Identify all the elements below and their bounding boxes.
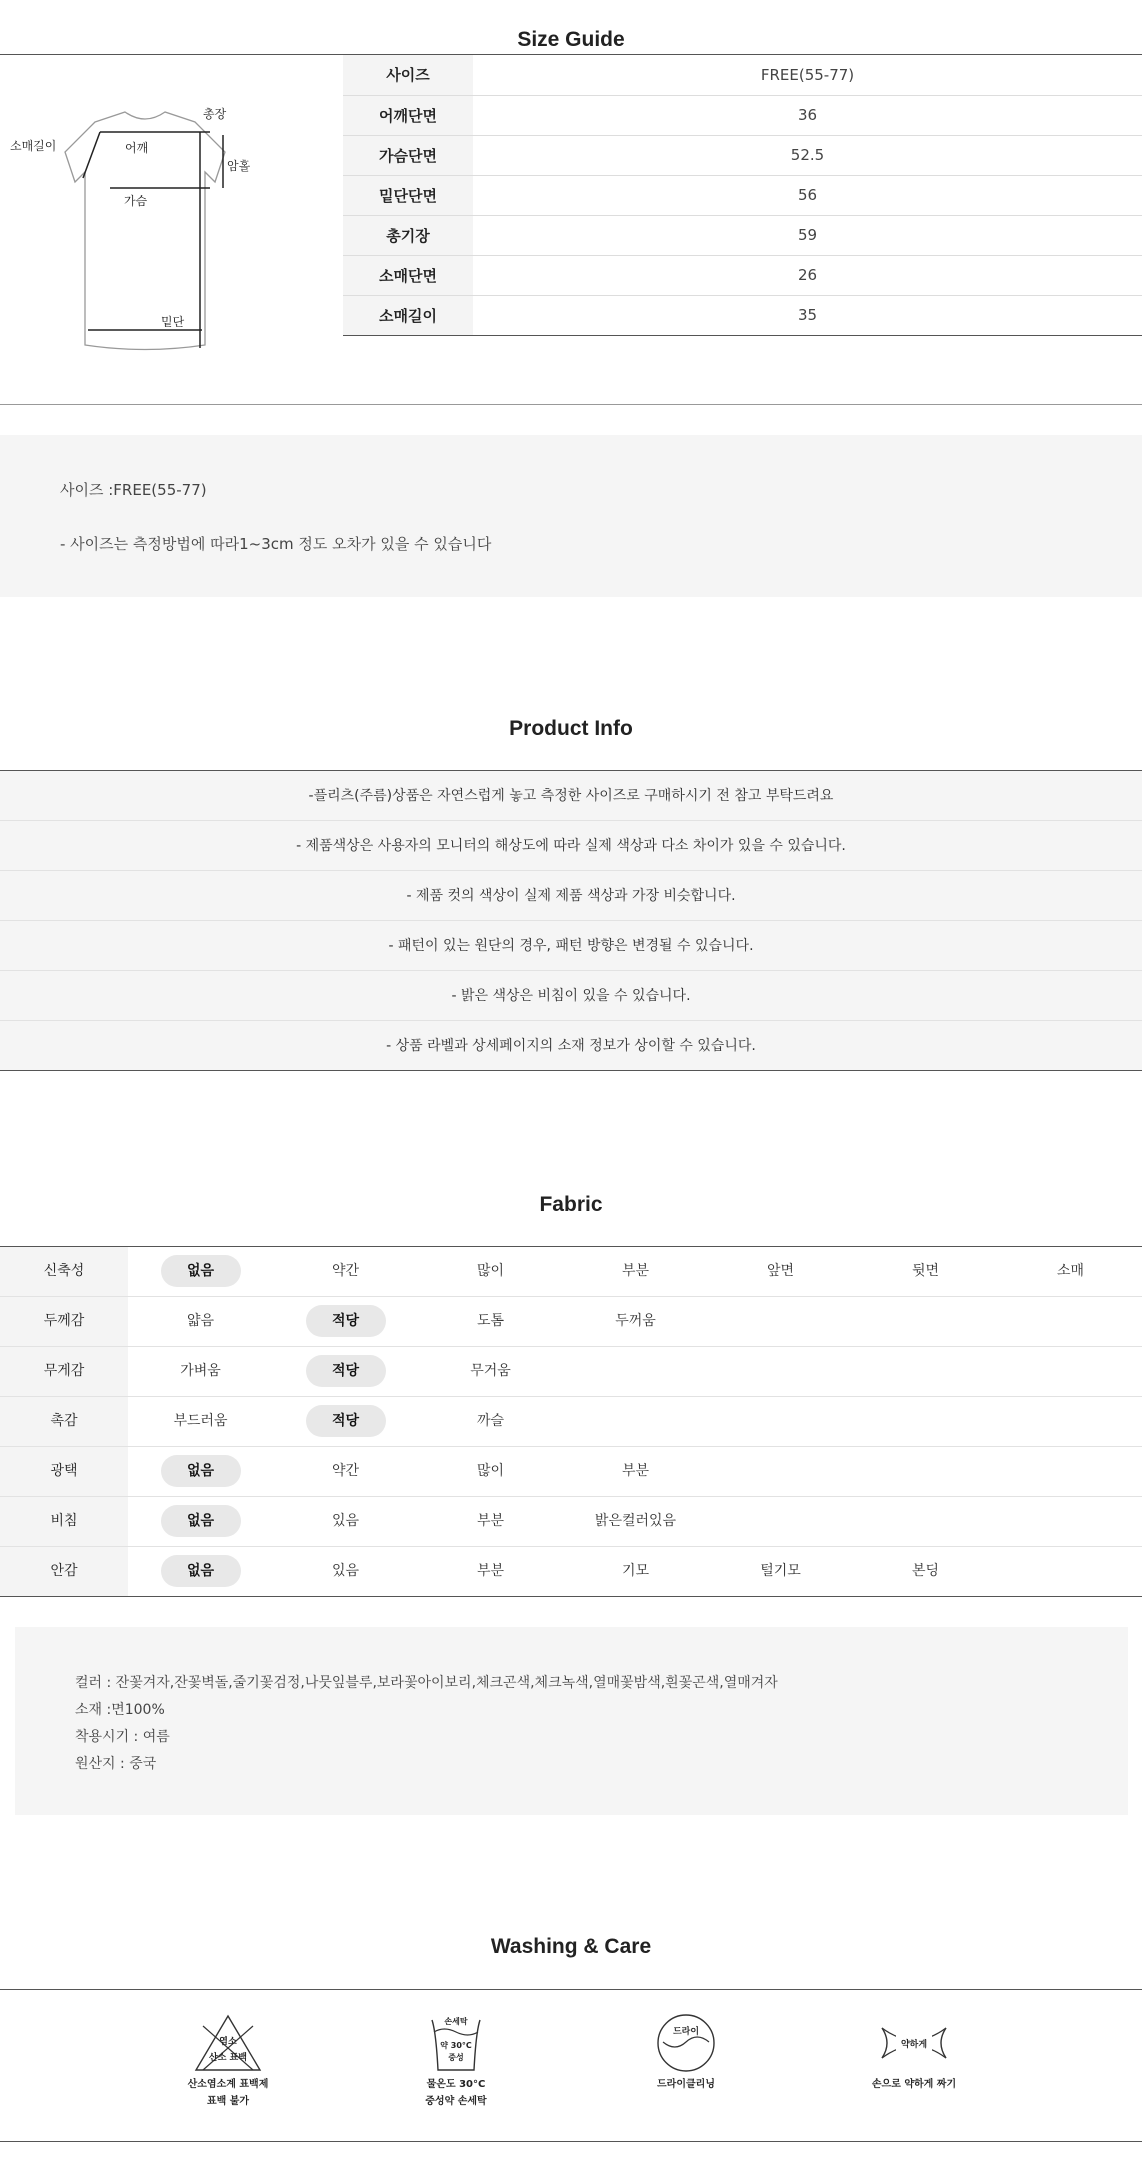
- size-value: FREE(55-77): [473, 55, 1142, 95]
- fabric-option: [128, 1397, 273, 1446]
- fabric-option-label: 적당: [306, 1305, 386, 1337]
- table-row: [343, 255, 1142, 295]
- wash-label-line1: 손으로 약하게 짜기: [871, 2079, 957, 2090]
- list-item: - 제품 컷의 색상이 실제 제품 색상과 가장 비슷합니다.: [0, 871, 1142, 921]
- fabric-option-label: 약간: [331, 1263, 360, 1279]
- svg-text:손세탁: 손세탁: [444, 2017, 468, 2026]
- fabric-row-label: 비침: [0, 1497, 128, 1546]
- tshirt-diagram-icon: [10, 100, 280, 360]
- svg-text:염소: 염소: [219, 2037, 237, 2047]
- fabric-option: [418, 1397, 563, 1446]
- size-error-note: - 사이즈는 측정방법에 따라1~3cm 정도 오차가 있을 수 있습니다: [60, 535, 492, 553]
- fabric-option-label: 부드러움: [173, 1413, 228, 1429]
- label-armhole: 암홀: [227, 159, 251, 173]
- size-label: 밑단단면: [343, 175, 473, 215]
- fabric-option-selected: [128, 1497, 273, 1546]
- table-row: [343, 295, 1142, 335]
- wash-label-line2: 중성약 손세탁: [425, 2096, 487, 2107]
- wash-label-line1: 물온도 30°C: [426, 2079, 486, 2090]
- table-row: [343, 95, 1142, 135]
- size-label: 소매길이: [343, 295, 473, 335]
- size-label: 가슴단면: [343, 135, 473, 175]
- fabric-option: [418, 1497, 563, 1546]
- wash-item-wring: [834, 2012, 994, 2091]
- product-info-title: Product Info: [509, 717, 633, 740]
- fabric-option-label: 얇음: [186, 1313, 215, 1329]
- fabric-row-label: 안감: [0, 1547, 128, 1596]
- size-value: 36: [473, 95, 1142, 135]
- fabric-option-selected: [128, 1247, 273, 1296]
- fabric-row-label: 신축성: [0, 1247, 128, 1296]
- fabric-option-selected: [273, 1297, 418, 1346]
- size-value: 35: [473, 295, 1142, 335]
- size-value: 59: [473, 215, 1142, 255]
- table-row: [0, 1447, 1142, 1497]
- list-item: -플리츠(주름)상품은 자연스럽게 놓고 측정한 사이즈로 구매하시기 전 참고 부탁드려요: [0, 771, 1142, 821]
- fabric-option-label: 까슬: [476, 1413, 505, 1429]
- fabric-option-label: 부분: [476, 1563, 505, 1579]
- table-row: [343, 55, 1142, 95]
- washing-title: Washing & Care: [490, 1935, 652, 1958]
- fabric-option-label: 없음: [161, 1455, 241, 1487]
- size-label: 사이즈: [343, 55, 473, 95]
- size-label: 어깨단면: [343, 95, 473, 135]
- fabric-option-label: 없음: [161, 1255, 241, 1287]
- fabric-option-label: 적당: [306, 1355, 386, 1387]
- fabric-material: 소재 :면100%: [75, 1702, 165, 1718]
- fabric-option-label: 적당: [306, 1405, 386, 1437]
- fabric-option: [563, 1447, 708, 1496]
- product-info-list: [0, 771, 1142, 1071]
- fabric-option-label: 없음: [161, 1555, 241, 1587]
- hand-wash-icon: [428, 2012, 484, 2074]
- fabric-option: [853, 1247, 998, 1296]
- washing-bottom-rule: [0, 2141, 1142, 2142]
- fabric-option: [418, 1447, 563, 1496]
- fabric-option-label: 약간: [331, 1463, 360, 1479]
- wash-item-handwash: [376, 2012, 536, 2108]
- fabric-option-label: 부분: [476, 1513, 505, 1529]
- wash-label-line2: 표백 불가: [206, 2096, 250, 2107]
- list-item: - 제품색상은 사용자의 모니터의 해상도에 따라 실제 색상과 다소 차이가 있을 수 있습니다.: [0, 821, 1142, 871]
- fabric-option: [418, 1347, 563, 1396]
- size-label: 총기장: [343, 215, 473, 255]
- fabric-color: 컬러 : 잔꽃겨자,잔꽃벽돌,줄기꽃검정,나뭇잎블루,보라꽃아이보리,체크곤색,체크녹색,열매꽃밤색,흰꽃곤색,열매겨자: [75, 1675, 778, 1691]
- svg-text:약 30°C: 약 30°C: [440, 2041, 472, 2050]
- fabric-option-label: 뒷면: [911, 1263, 940, 1279]
- table-row: [0, 1497, 1142, 1547]
- size-guide-bottom-rule: [0, 404, 1142, 405]
- list-item: - 패턴이 있는 원단의 경우, 패턴 방향은 변경될 수 있습니다.: [0, 921, 1142, 971]
- fabric-row-label: 두께감: [0, 1297, 128, 1346]
- fabric-option: [563, 1247, 708, 1296]
- label-hem: 밑단: [161, 315, 185, 329]
- fabric-option: [273, 1547, 418, 1596]
- table-row: [343, 135, 1142, 175]
- size-diagram: [10, 100, 280, 360]
- label-sleeve-length: 소매길이: [10, 139, 57, 153]
- fabric-option-label: 앞면: [766, 1263, 795, 1279]
- size-note-box: [0, 435, 1142, 597]
- svg-text:드라이: 드라이: [672, 2027, 700, 2037]
- fabric-option: [128, 1297, 273, 1346]
- fabric-option-selected: [128, 1547, 273, 1596]
- list-item: - 밝은 색상은 비침이 있을 수 있습니다.: [0, 971, 1142, 1021]
- list-item: - 상품 라벨과 상세페이지의 소재 정보가 상이할 수 있습니다.: [0, 1021, 1142, 1071]
- fabric-title: Fabric: [539, 1193, 603, 1216]
- fabric-option: [418, 1247, 563, 1296]
- fabric-option-label: 가벼움: [180, 1363, 221, 1379]
- wash-label-line1: 드라이클리닝: [657, 2079, 715, 2090]
- label-total-length: 총장: [203, 107, 227, 121]
- dry-clean-icon: [655, 2012, 717, 2074]
- fabric-row-label: 무게감: [0, 1347, 128, 1396]
- size-guide-title: Size Guide: [517, 28, 625, 51]
- fabric-option-label: 두꺼움: [615, 1313, 656, 1329]
- table-row: [343, 215, 1142, 255]
- fabric-option-label: 부분: [621, 1463, 650, 1479]
- fabric-option-label: 털기모: [760, 1563, 801, 1579]
- table-row: [0, 1397, 1142, 1447]
- wash-item-bleach: [148, 2012, 308, 2108]
- fabric-option: [708, 1247, 853, 1296]
- table-row: [0, 1247, 1142, 1297]
- fabric-season: 착용시기 : 여름: [75, 1729, 170, 1745]
- fabric-option: [273, 1447, 418, 1496]
- fabric-option: [273, 1497, 418, 1546]
- fabric-option-selected: [128, 1447, 273, 1496]
- fabric-option: [563, 1497, 708, 1546]
- size-table: [343, 55, 1142, 336]
- label-shoulder: 어깨: [125, 141, 149, 155]
- size-value: 52.5: [473, 135, 1142, 175]
- fabric-option: [563, 1547, 708, 1596]
- table-row: [0, 1547, 1142, 1597]
- fabric-option-label: 도톰: [476, 1313, 505, 1329]
- size-value: 56: [473, 175, 1142, 215]
- fabric-option: [418, 1297, 563, 1346]
- table-row: [0, 1347, 1142, 1397]
- fabric-option: [998, 1247, 1143, 1296]
- fabric-details-box: [15, 1627, 1128, 1815]
- fabric-option: [853, 1547, 998, 1596]
- fabric-option: [563, 1297, 708, 1346]
- fabric-option-label: 많이: [476, 1263, 505, 1279]
- fabric-option-label: 많이: [476, 1463, 505, 1479]
- fabric-option-label: 부분: [621, 1263, 650, 1279]
- fabric-row-label: 광택: [0, 1447, 128, 1496]
- svg-text:약하게: 약하게: [900, 2040, 928, 2050]
- fabric-option-selected: [273, 1347, 418, 1396]
- fabric-option-label: 없음: [161, 1505, 241, 1537]
- size-label: 소매단면: [343, 255, 473, 295]
- fabric-option-selected: [273, 1397, 418, 1446]
- fabric-option-label: 무거움: [470, 1363, 511, 1379]
- fabric-origin: 원산지 : 중국: [75, 1756, 157, 1772]
- fabric-option: [128, 1347, 273, 1396]
- fabric-option-label: 있음: [331, 1563, 360, 1579]
- fabric-option: [418, 1547, 563, 1596]
- fabric-row-label: 촉감: [0, 1397, 128, 1446]
- fabric-table: [0, 1247, 1142, 1597]
- fabric-option: [708, 1547, 853, 1596]
- label-chest: 가슴: [124, 194, 148, 208]
- fabric-option-label: 기모: [621, 1563, 650, 1579]
- fabric-option-label: 있음: [331, 1513, 360, 1529]
- table-row: [343, 175, 1142, 215]
- washing-top-rule: [0, 1989, 1142, 1990]
- svg-text:중성: 중성: [448, 2053, 464, 2062]
- fabric-option-label: 본딩: [911, 1563, 940, 1579]
- wash-label-line1: 산소염소계 표백제: [187, 2079, 269, 2090]
- no-bleach-icon: [193, 2012, 263, 2074]
- fabric-option: [273, 1247, 418, 1296]
- gentle-wring-icon: [878, 2012, 950, 2074]
- fabric-option-label: 밝은컬러있음: [594, 1513, 677, 1529]
- table-row: [0, 1297, 1142, 1347]
- fabric-option-label: 소매: [1056, 1263, 1085, 1279]
- svg-text:산소 표백: 산소 표백: [209, 2053, 247, 2063]
- size-value: 26: [473, 255, 1142, 295]
- wash-item-dryclean: [606, 2012, 766, 2091]
- size-note: 사이즈 :FREE(55-77): [60, 481, 207, 499]
